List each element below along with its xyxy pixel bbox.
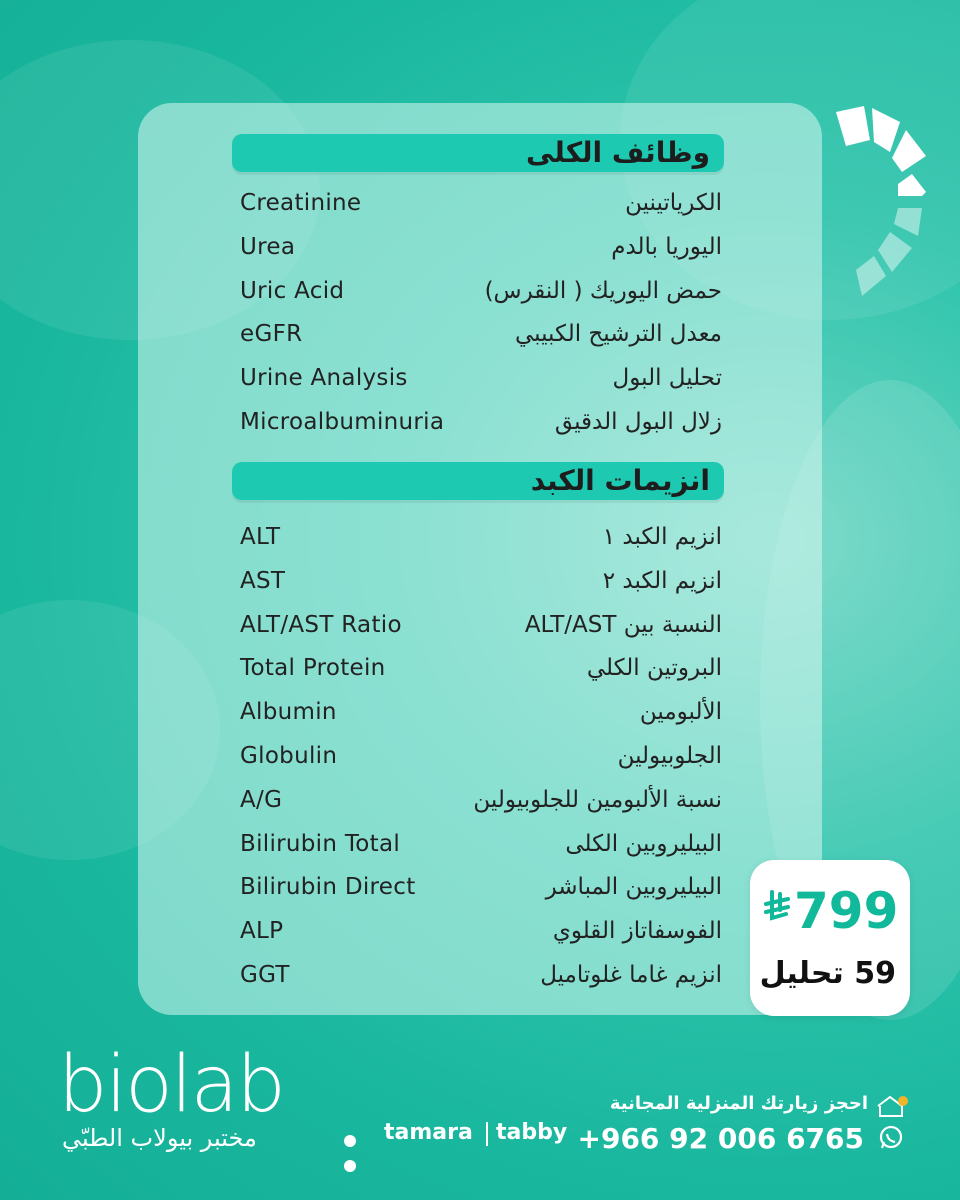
test-name-en: ALP	[240, 918, 284, 945]
test-row	[240, 272, 722, 312]
test-name-ar: زلال البول الدقيق	[554, 409, 722, 435]
test-name-ar: انزيم غاما غلوتاميل	[540, 962, 722, 988]
test-row	[240, 868, 722, 908]
price-box	[750, 860, 910, 1016]
test-name-ar: الفوسفاتاز القلوي	[552, 918, 722, 945]
test-row	[240, 825, 722, 865]
tamara-label: tamara	[384, 1120, 473, 1145]
section-title: انزيمات الكبد	[530, 464, 710, 497]
test-name-en: Creatinine	[240, 190, 362, 216]
test-name-ar: تحليل البول	[612, 365, 722, 392]
price-value: 799	[794, 882, 899, 940]
home-visit-text: احجز زيارتك المنزلية المجانية	[609, 1093, 868, 1114]
test-name-ar: انزيم الكبد ٢	[602, 567, 722, 594]
test-name-en: Globulin	[240, 743, 338, 769]
test-name-ar: الألبومين	[639, 699, 722, 726]
test-row	[240, 518, 722, 558]
test-name-en: Bilirubin Direct	[240, 874, 416, 901]
brand-logo: biolab	[58, 1040, 284, 1130]
test-name-en: eGFR	[240, 321, 303, 348]
test-name-en: Total Protein	[240, 655, 386, 682]
riyal-icon	[762, 890, 792, 924]
decorative-arc-icon	[826, 100, 936, 300]
test-name-en: AST	[240, 567, 286, 594]
test-row	[240, 359, 722, 399]
test-name-ar: حمض اليوريك ( النقرس)	[484, 277, 722, 304]
test-name-en: GGT	[240, 962, 290, 988]
test-row	[240, 184, 722, 224]
brand-subtitle: مختبر بيولاب الطبّي	[62, 1124, 257, 1152]
test-row	[240, 649, 722, 689]
test-name-en: A/G	[240, 786, 283, 813]
divider	[486, 1122, 488, 1146]
test-name-ar: الجلوبيولين	[617, 743, 722, 769]
test-name-en: Microalbuminuria	[240, 409, 445, 435]
test-row	[240, 403, 722, 443]
test-name-ar: الكرياتينين	[625, 190, 722, 216]
test-name-en: ALT	[240, 524, 281, 550]
whatsapp-icon	[878, 1124, 904, 1150]
test-name-ar: نسبة الألبومين للجلوبيولين	[473, 786, 722, 813]
section-header	[232, 134, 724, 172]
test-row	[240, 562, 722, 602]
test-name-en: ALT/AST Ratio	[240, 611, 402, 638]
phone-number[interactable]: +966 92 006 6765	[577, 1122, 864, 1155]
test-name-ar: البيليروبين المباشر	[545, 874, 722, 901]
test-name-en: Bilirubin Total	[240, 830, 401, 857]
test-name-ar: البروتين الكلي	[586, 655, 722, 682]
test-name-ar: البيليروبين الكلى	[565, 830, 722, 857]
tests-count: 59 تحليل	[759, 956, 896, 991]
tamara-dots-icon	[344, 1128, 359, 1178]
test-row	[240, 956, 722, 996]
test-row	[240, 315, 722, 355]
test-name-ar: معدل الترشيح الكبيبي	[515, 321, 722, 348]
test-name-ar: اليوريا بالدم	[611, 233, 722, 260]
test-row	[240, 912, 722, 952]
tabby-label: tabby	[496, 1120, 568, 1145]
test-row	[240, 606, 722, 646]
test-name-ar: النسبة بين ALT/AST	[524, 611, 722, 638]
test-row	[240, 693, 722, 733]
section-header	[232, 462, 724, 500]
section-title: وظائف الكلى	[525, 136, 710, 169]
test-name-ar: انزيم الكبد ١	[602, 524, 722, 550]
test-row	[240, 737, 722, 777]
test-name-en: Urine Analysis	[240, 365, 408, 392]
test-name-en: Uric Acid	[240, 277, 345, 304]
test-name-en: Albumin	[240, 699, 337, 726]
test-name-en: Urea	[240, 233, 296, 260]
house-location-icon	[876, 1094, 910, 1118]
test-row	[240, 781, 722, 821]
test-row	[240, 228, 722, 268]
